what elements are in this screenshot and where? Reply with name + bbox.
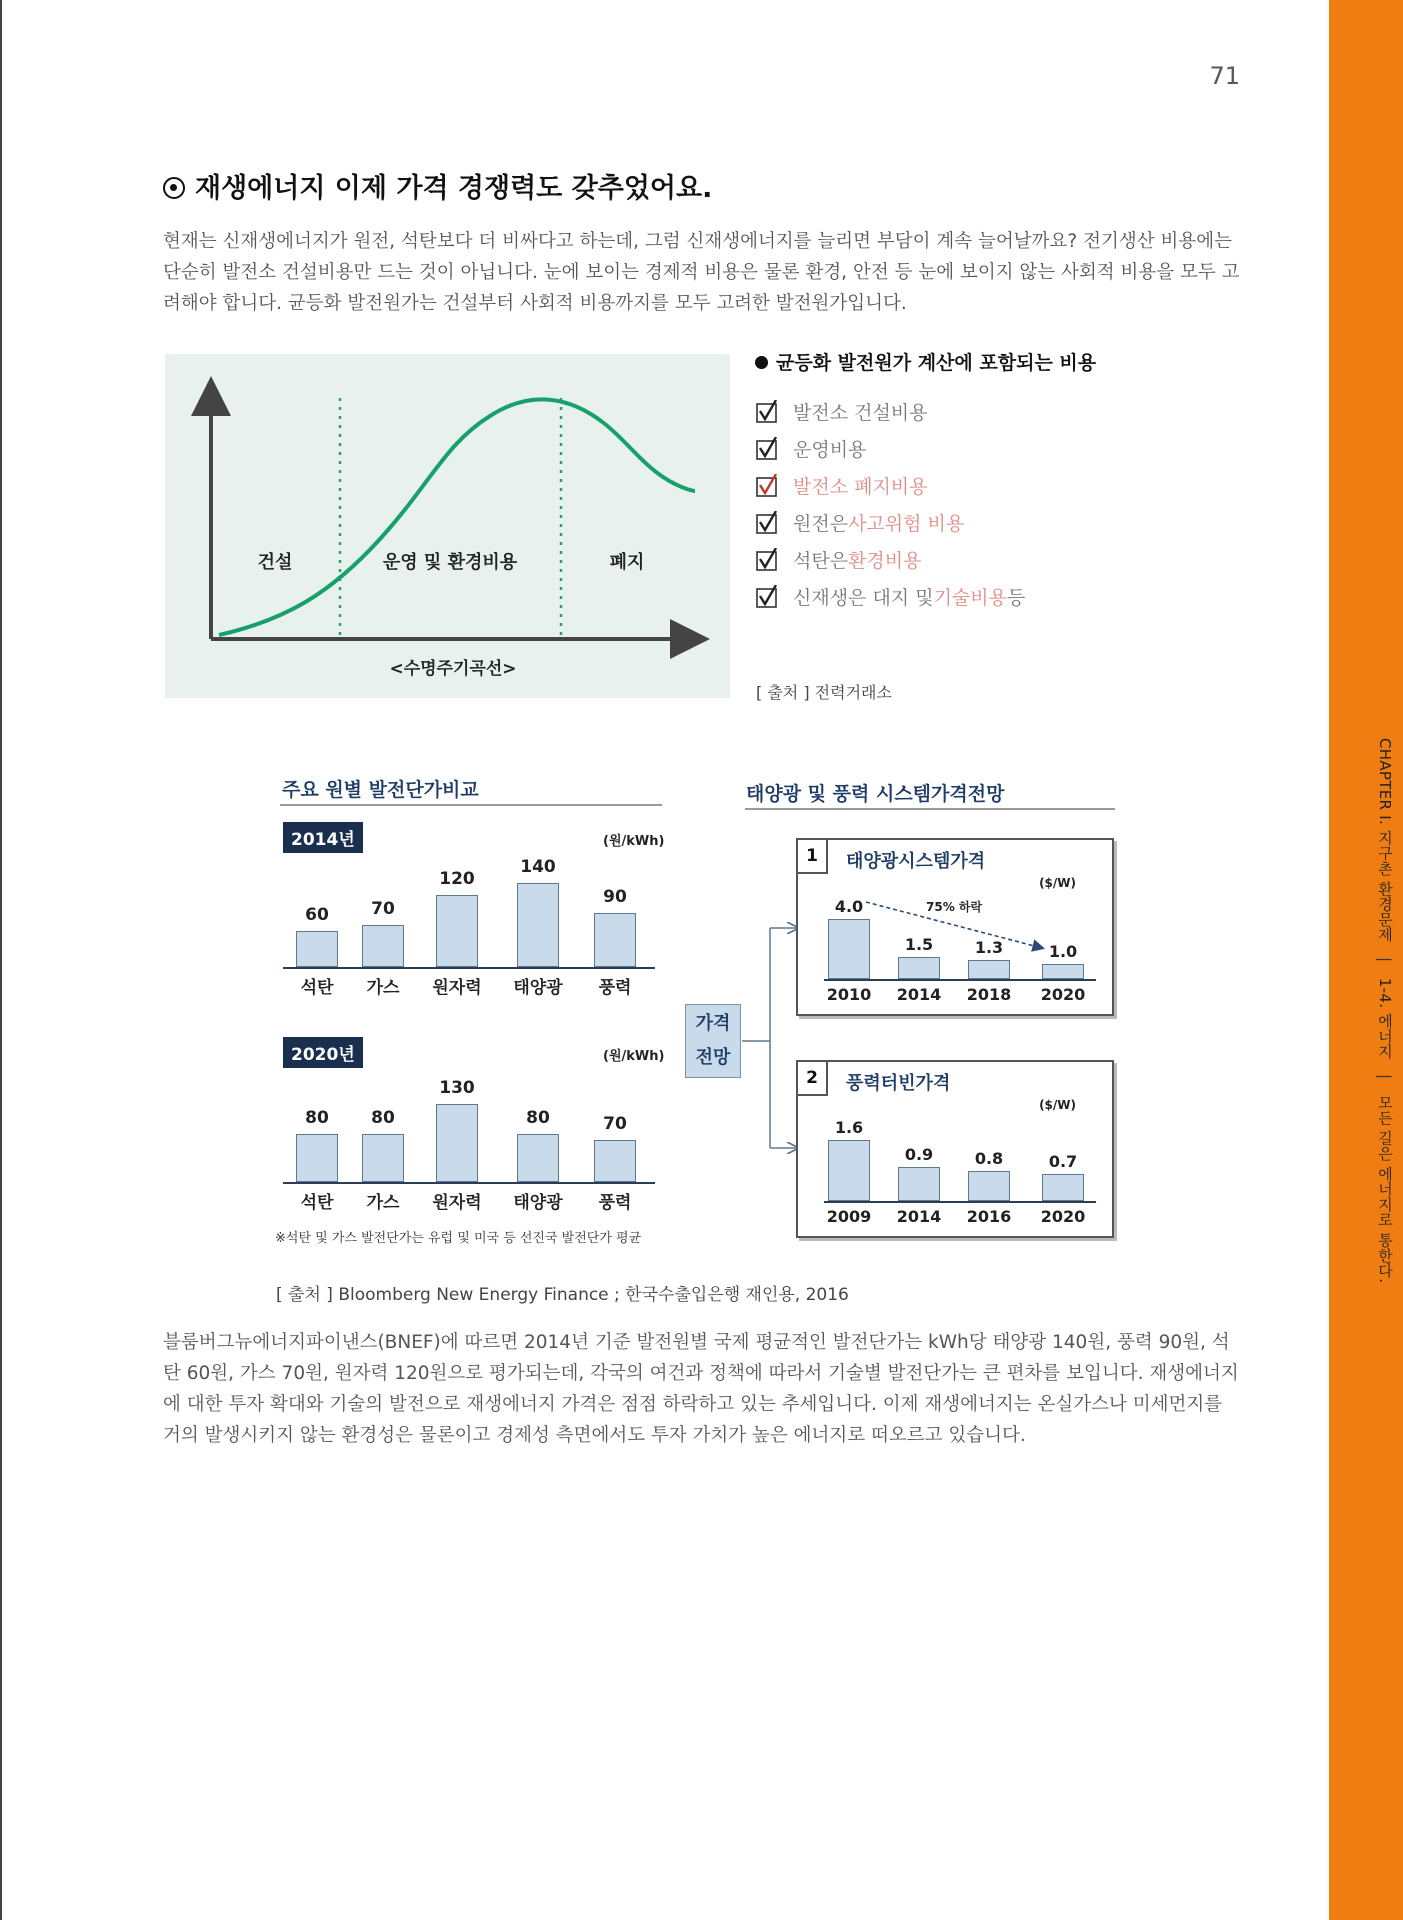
price-bar-value: 0.7: [1048, 1152, 1078, 1172]
side-separator-2: |: [1376, 1074, 1394, 1080]
stage-label-build: 건설: [257, 552, 293, 573]
solar-panel-number: 1: [798, 840, 828, 874]
price-bar-year: 2009: [826, 1207, 872, 1226]
section-heading: [163, 166, 712, 205]
cost-bar-석탄: [296, 1134, 338, 1182]
cost-item-3: [755, 504, 1155, 541]
comparison-title-rule: [280, 804, 662, 806]
cost-bar-label: 풍력: [598, 1193, 632, 1213]
cost-bar-value: 60: [305, 905, 329, 925]
cost-item-text: 석탄은: [793, 550, 849, 572]
cost-bar-label: 석탄: [300, 1193, 334, 1213]
section-title: 재생에너지 이제 가격 경쟁력도 갖추었어요.: [195, 173, 713, 204]
price-bar-year: 2018: [966, 985, 1012, 1004]
price-bar-2018: [968, 960, 1010, 980]
cost-item-highlight: 사고위험 비용: [848, 513, 965, 535]
checkbox-checked-icon: [755, 474, 779, 498]
side-tagline: 모든 길은 에너지로 통한다.: [1376, 1094, 1394, 1284]
price-bar-2016: [968, 1171, 1010, 1201]
cost-item-1: [755, 430, 1155, 467]
price-bar-year: 2010: [826, 985, 872, 1004]
cost-item-text: 원전은: [793, 513, 849, 535]
cost-item-text: 신재생은 대지 및: [793, 587, 934, 609]
forecast-title: 태양광 및 풍력 시스템가격전망: [746, 783, 1005, 805]
cost-list-heading: [755, 348, 1155, 375]
cost-item-highlight: 환경비용: [848, 550, 922, 572]
lifecycle-caption: <수명주기곡선>: [389, 659, 517, 679]
left-page-edge: [0, 0, 2, 1920]
cost-list-title: 균등화 발전원가 계산에 포함되는 비용: [776, 352, 1097, 374]
cost-bar-value: 120: [439, 869, 475, 889]
cost-bar-태양광: [517, 1134, 559, 1182]
checkbox-checked-icon: [755, 400, 779, 424]
solar-unit: ($/W): [1039, 876, 1076, 890]
source-kpx: [ 출처 ] 전력거래소: [756, 683, 892, 702]
wind-price-panel: [796, 1060, 1114, 1238]
intro-paragraph: 현재는 신재생에너지가 원전, 석탄보다 더 비싸다고 하는데, 그럼 신재생에너지를 늘리면 부담이 계속 늘어날까요? 전기생산 비용에는 단순히 발전소 건설비용만 드는 것이 아닙니다. 눈에 보이는 경제적 비용은 물론 환경, 안전 등 눈에 보이지 않는 사회적 비용을 모두 고려해야 합니다. 균등화 발전원가는 건설부터 사회적 비용까지를 모두 고려한 발전원가입니다.: [163, 231, 1240, 314]
target-bullet-icon: [163, 177, 185, 199]
cost-bar-value: 90: [603, 887, 627, 907]
price-bar-value: 1.0: [1048, 942, 1078, 961]
cost-item-suffix: 등: [1006, 587, 1026, 609]
lifecycle-curve: [219, 399, 695, 635]
cost-bar-가스: [362, 1134, 404, 1182]
cost-bar-value: 70: [371, 899, 395, 919]
cost-bar-label: 가스: [366, 1193, 400, 1213]
cost-bar-원자력: [436, 1104, 478, 1182]
price-bar-year: 2020: [1040, 985, 1086, 1004]
cost-item-2: [755, 467, 1155, 504]
cost-bar-석탄: [296, 931, 338, 967]
cost-item-5: [755, 578, 1155, 615]
cost-bar-label: 태양광: [513, 978, 563, 998]
solar-price-panel: [796, 838, 1114, 1016]
cost-bar-label: 태양광: [513, 1193, 563, 1213]
stage-label-operate: 운영 및 환경비용: [382, 552, 518, 573]
checkbox-checked-icon: [755, 548, 779, 572]
cost-item-text: 발전소 건설비용: [793, 402, 928, 424]
cost-bar-label: 원자력: [432, 978, 482, 998]
price-bar-value: 0.9: [904, 1144, 934, 1164]
baseline-2020: [283, 1182, 655, 1184]
side-separator-1: |: [1376, 957, 1394, 963]
cost-bar-label: 풍력: [598, 978, 632, 998]
checkbox-checked-icon: [755, 585, 779, 609]
side-section: 1-4. 에너지: [1376, 977, 1394, 1060]
cost-bar-태양광: [517, 883, 559, 967]
cost-bar-value: 80: [305, 1108, 329, 1128]
cost-bar-label: 석탄: [300, 978, 334, 998]
year-badge-2020: 2020년: [283, 1037, 363, 1068]
price-outlook-box: [685, 1004, 741, 1078]
cost-item-0: [755, 393, 1155, 430]
cost-bar-value: 80: [526, 1108, 550, 1128]
cost-item-highlight: 발전소 폐지비용: [793, 476, 928, 498]
cost-bar-가스: [362, 925, 404, 967]
page-number: 71: [1209, 62, 1240, 90]
wind-baseline: [824, 1201, 1096, 1203]
lifecycle-curve-svg: [165, 354, 730, 698]
cost-item-text: 운영비용: [793, 439, 867, 461]
checkbox-checked-icon: [755, 437, 779, 461]
price-bar-2014: [898, 1167, 940, 1201]
comparison-title: 주요 원별 발전단가비교: [282, 779, 479, 801]
price-bar-2020: [1042, 964, 1084, 979]
wind-panel-number: 2: [798, 1062, 828, 1096]
cost-bar-풍력: [594, 1140, 636, 1182]
lifecycle-curve-figure: [165, 354, 730, 698]
cost-bar-label: 원자력: [432, 1193, 482, 1213]
forecast-title-rule: [745, 808, 1115, 810]
wind-unit: ($/W): [1039, 1098, 1076, 1112]
side-chapter: CHAPTER I. 지구촌 환경문제: [1376, 738, 1394, 943]
price-outlook-line2: 전망: [695, 1047, 731, 1068]
forecast-connectors: [740, 900, 800, 1160]
solar-drop-label: 75% 하락: [926, 900, 983, 914]
year-badge-2014: 2014년: [283, 822, 363, 853]
solar-panel-title: 태양광시스템가격: [846, 851, 986, 872]
body-paragraph: 블룸버그뉴에너지파이낸스(BNEF)에 따르면 2014년 기준 발전원별 국제 평균적인 발전단가는 kWh당 태양광 140원, 풍력 90원, 석탄 60원, 가스 70원, 원자력 120원으로 평가되는데, 각국의 여건과 정책에 따라서 기술별 발전단가는 큰 편차를 보입니다. 재생에너지에 대한 투자 확대와 기술의 발전으로 재생에너지 가격은 점점 하락하고 있는 추세입니다. 이제 재생에너지는 온실가스나 미세먼지를 거의 발생시키지 않는 환경성은 물론이고 경제성 측면에서도 투자 가치가 높은 에너지로 떠오르고 있습니다.: [163, 1332, 1239, 1446]
solar-baseline: [824, 979, 1096, 981]
price-bar-year: 2014: [896, 985, 942, 1004]
cost-bar-value: 70: [603, 1114, 627, 1134]
baseline-2014: [283, 967, 655, 969]
price-bar-value: 4.0: [834, 897, 864, 916]
cost-bar-label: 가스: [366, 978, 400, 998]
cost-item-4: [755, 541, 1155, 578]
comparison-note: ※석탄 및 가스 발전단가는 유럽 및 미국 등 선진국 발전단가 평균: [275, 1231, 642, 1246]
price-bar-2020: [1042, 1174, 1084, 1201]
unit-label-2014: (원/kWh): [603, 834, 665, 849]
cost-bar-풍력: [594, 913, 636, 967]
price-outlook-line1: 가격: [695, 1013, 731, 1034]
stage-label-decommission: 폐지: [609, 552, 645, 573]
cost-bar-value: 130: [439, 1078, 475, 1098]
unit-label-2020: (원/kWh): [603, 1049, 665, 1064]
cost-items: [755, 393, 1155, 615]
price-bar-2010: [828, 919, 870, 979]
price-bar-year: 2014: [896, 1207, 942, 1226]
chapter-side-label: [1336, 738, 1396, 1438]
cost-bar-value: 80: [371, 1108, 395, 1128]
price-bar-2009: [828, 1140, 870, 1201]
price-bar-value: 1.3: [974, 937, 1004, 957]
price-bar-year: 2020: [1040, 1207, 1086, 1226]
price-bar-value: 0.8: [974, 1148, 1004, 1168]
cost-bar-value: 140: [520, 857, 556, 877]
price-bar-2014: [898, 957, 940, 980]
cost-list: [755, 348, 1155, 615]
cost-item-highlight: 기술비용: [933, 587, 1007, 609]
bullet-dot-icon: [755, 356, 768, 369]
price-bar-value: 1.6: [834, 1118, 864, 1138]
wind-panel-title: 풍력터빈가격: [846, 1073, 951, 1094]
cost-bar-원자력: [436, 895, 478, 967]
checkbox-checked-icon: [755, 511, 779, 535]
price-bar-value: 1.5: [904, 934, 934, 954]
price-bar-year: 2016: [966, 1207, 1012, 1226]
source-bnef: [ 출처 ] Bloomberg New Energy Finance ; 한국수출입은행 재인용, 2016: [276, 1285, 849, 1305]
